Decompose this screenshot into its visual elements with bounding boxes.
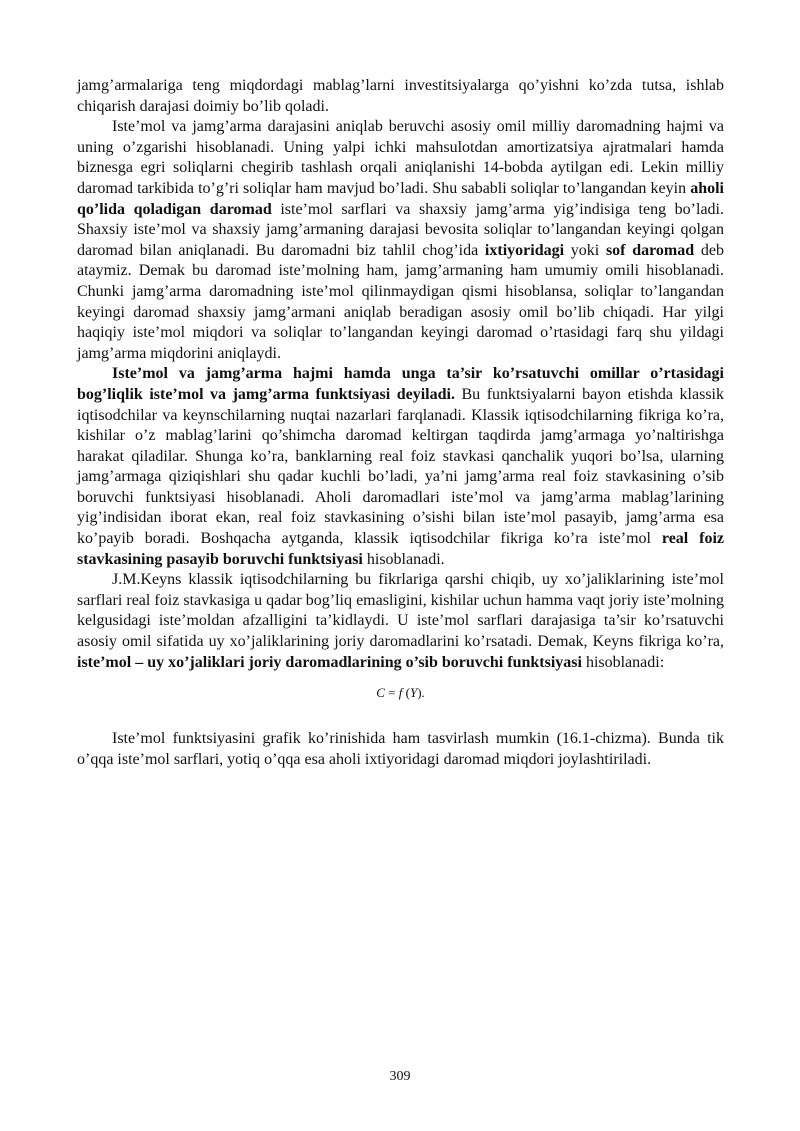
formula-c: C [376,685,385,701]
formula-y: Y [409,685,418,701]
formula-f: f [398,685,403,701]
bold-term: sof daromad [605,241,695,259]
bold-term: aholi qo’lida qoladigan daromad [77,179,724,218]
paragraph [77,117,724,364]
text-run: Iste’mol funktsiyasini grafik ko’rinishida ham tasvirlash mumkin (16.1-chizma). Bunda tik o’qqa iste’mol sarflari, yotiq o’qqa esa aholi ixtiyoridagi daromad miqdori joylashtiriladi. [77,730,724,768]
paragraph [77,364,724,570]
text-run: Bu funktsiyalarni bayon etishda klassik iqtisodchilar va keynschilarning nuqtai nazarlari farqlanadi. Klassik iqtisodchilarning fikriga ko’ra, kishilar o’z mablag’larini qo’shimcha daromad keltirgan taqdirda jamg’armaga yo’naltirishga harakat qiladilar. Shunga ko’ra, banklarning real foiz stavkasi qanchalik yuqori bo’lsa, ularning jamg’armaga qiziqishlari shu qadar kuchli bo’ladi, ya’ni jamg’arma real foiz stavkasining o’sib boruvchi funktsiyasi hisoblanadi. Aholi daromadlari iste’mol va jamg’arma mablag’larining yig’indisidan iborat ekan, real foiz stavkasining o’sishi bilan iste’mol pasayib, jamg’arma esa ko’payib boradi. Boshqacha aytganda, klassik iqtisodchilar fikriga ko’ra iste’mol [77,385,724,548]
formula-open-paren: ( [402,685,410,701]
text-run: jamg’armalariga teng miqdordagi mablag’larni investitsiyalarga qo’yishni ko’zda tutsa, ishlab chiqarish darajasi doimiy bo’lib qoladi. [77,77,724,115]
text-block-after-formula [77,729,724,770]
text-run: J.M.Keyns klassik iqtisodchilarning bu fikrlariga qarshi chiqib, uy xo’jaliklarining iste’mol sarflari real foiz stavkasiga u qadar bog’liq emasligini, kishilar uchun hamma vaqt joriy iste’molning kelgusidagi iste’moldan afzalligini ta’kidlaydi. U iste’mol sarflari darajasiga ta’sir ko’rsatuvchi asosiy omil sifatida uy xo’jaliklarining joriy daromadlarini ko’rsatadi. Demak, Keyns fikriga ko’ra, [77,571,724,651]
page-number: 309 [389,1069,411,1084]
formula-equals: = [384,685,399,701]
text-run: hisoblanadi. [362,550,445,568]
consumption-function-formula [77,683,724,703]
formula-period: . [421,685,425,701]
paragraph [77,76,724,117]
bold-term: iste’mol – uy xo’jaliklari joriy daromadlarining o’sib boruvchi funktsiyasi [77,653,582,671]
bold-term: real foiz stavkasining pasayib boruvchi funktsiyasi [77,530,725,568]
text-run: yoki [564,241,606,259]
bold-term: Iste’mol va jamg’arma hajmi hamda unga ta’sir ko’rsatuvchi omillar o’rtasidagi bog’liqlik iste’mol va jamg’arma funktsiyasi deyiladi. [77,365,724,403]
formula-close-paren: ) [417,685,422,701]
text-run: deb ataymiz. Demak bu daromad iste’molning ham, jamg’armaning ham umumiy omili hisoblanadi. Chunki jamg’arma daromadning iste’mol qilinmaydigan qismi hisoblansa, soliqlar to’langandan keyingi daromad shaxsiy jamg’armani aniqlab beradigan asosiy omil bo’lib chiqadi. Har yilgi haqiqiy iste’mol miqdori va soliqlar to’langandan keyingi daromad o’rtasidagi farq shu yildagi jamg’arma miqdorini aniqlaydi. [77,241,724,362]
text-run: hisoblanadi: [581,653,665,671]
page-body [77,76,724,770]
bold-term: ixtiyoridagi [484,241,565,259]
text-block [77,76,724,673]
paragraph [77,570,724,673]
text-run: Iste’mol va jamg’arma darajasini aniqlab beruvchi asosiy omil milliy daromadning hajmi va uning o’zgarishi hisoblanadi. Uning yalpi ichki mahsulotdan amortizatsiya ajratmalari hamda biznesga egri soliqlarni chegirib tashlash orqali aniqlanishi 14-bobda aytilgan edi. Lekin milliy daromad tarkibida to’g’ri soliqlar ham mavjud bo’ladi. Shu sababli soliqlar to’langandan keyin [77,118,724,197]
text-run: iste’mol sarflari va shaxsiy jamg’arma yig’indisiga teng bo’ladi. Shaxsiy iste’mol va shaxsiy jamg’armaning darajasi bevosita soliqlar to’langandan keyingi qolgan daromad bilan aniqlanadi. Bu daromadni biz tahlil chog’ida [77,200,724,259]
paragraph [77,729,724,770]
